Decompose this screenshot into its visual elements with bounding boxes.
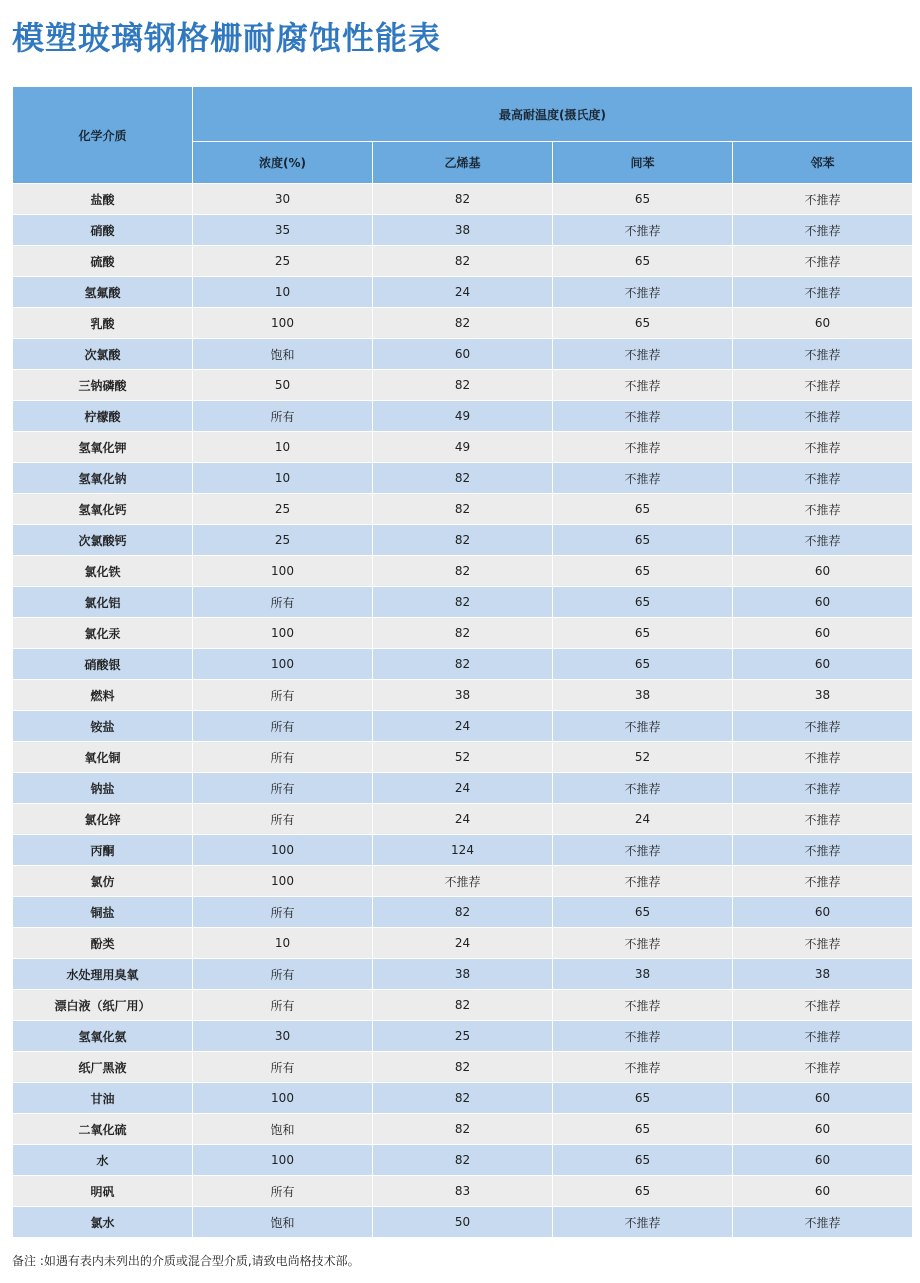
cell-isophthalic: 38 [553,680,733,711]
table-row [13,463,913,494]
cell-medium: 水处理用臭氧 [13,959,193,990]
table-row [13,277,913,308]
cell-orthophthalic: 不推荐 [733,773,913,804]
cell-medium: 乳酸 [13,308,193,339]
cell-medium: 钠盐 [13,773,193,804]
table-row [13,1176,913,1207]
cell-vinyl: 82 [373,246,553,277]
cell-medium: 氢氧化钾 [13,432,193,463]
table-row [13,866,913,897]
table-row [13,401,913,432]
cell-medium: 氯化锌 [13,804,193,835]
header-concentration: 浓度(%) [193,142,373,184]
cell-medium: 硝酸银 [13,649,193,680]
cell-isophthalic: 不推荐 [553,1052,733,1083]
cell-orthophthalic: 不推荐 [733,1021,913,1052]
cell-orthophthalic: 不推荐 [733,835,913,866]
cell-orthophthalic: 不推荐 [733,339,913,370]
cell-medium: 漂白液（纸厂用） [13,990,193,1021]
table-row [13,897,913,928]
cell-orthophthalic: 不推荐 [733,1052,913,1083]
cell-concentration: 所有 [193,711,373,742]
page-title: 模塑玻璃钢格栅耐腐蚀性能表 [12,19,442,57]
cell-orthophthalic: 不推荐 [733,215,913,246]
footnote: 备注 :如遇有表内未列出的介质或混合型介质,请致电尚格技术部。 [12,1254,360,1268]
table-row [13,773,913,804]
cell-isophthalic: 65 [553,308,733,339]
cell-isophthalic: 不推荐 [553,928,733,959]
cell-concentration: 所有 [193,587,373,618]
cell-concentration: 100 [193,1083,373,1114]
cell-vinyl: 124 [373,835,553,866]
cell-vinyl: 82 [373,525,553,556]
cell-isophthalic: 38 [553,959,733,990]
cell-concentration: 所有 [193,742,373,773]
cell-isophthalic: 不推荐 [553,1207,733,1238]
cell-isophthalic: 65 [553,525,733,556]
cell-medium: 氯仿 [13,866,193,897]
cell-vinyl: 38 [373,959,553,990]
cell-orthophthalic: 60 [733,1083,913,1114]
table-row [13,618,913,649]
cell-concentration: 25 [193,246,373,277]
cell-orthophthalic: 不推荐 [733,866,913,897]
table-row [13,246,913,277]
header-vinyl: 乙烯基 [373,142,553,184]
cell-vinyl: 24 [373,928,553,959]
cell-medium: 氢氧化氨 [13,1021,193,1052]
cell-isophthalic: 65 [553,556,733,587]
table-row [13,649,913,680]
table-row [13,494,913,525]
cell-isophthalic: 24 [553,804,733,835]
cell-isophthalic: 不推荐 [553,339,733,370]
table-row [13,1145,913,1176]
cell-vinyl: 82 [373,990,553,1021]
cell-vinyl: 52 [373,742,553,773]
cell-concentration: 25 [193,494,373,525]
cell-orthophthalic: 60 [733,649,913,680]
cell-vinyl: 60 [373,339,553,370]
table-row [13,308,913,339]
cell-isophthalic: 不推荐 [553,711,733,742]
cell-isophthalic: 65 [553,184,733,215]
cell-concentration: 所有 [193,959,373,990]
cell-concentration: 100 [193,556,373,587]
cell-vinyl: 82 [373,1114,553,1145]
cell-concentration: 30 [193,1021,373,1052]
cell-vinyl: 24 [373,277,553,308]
cell-medium: 氯化铝 [13,587,193,618]
cell-vinyl: 38 [373,215,553,246]
cell-medium: 柠檬酸 [13,401,193,432]
table-row [13,680,913,711]
cell-concentration: 100 [193,649,373,680]
cell-concentration: 100 [193,308,373,339]
header-isophthalic: 间苯 [553,142,733,184]
table-row [13,556,913,587]
cell-medium: 硝酸 [13,215,193,246]
cell-isophthalic: 65 [553,649,733,680]
header-orthophthalic: 邻苯 [733,142,913,184]
cell-orthophthalic: 不推荐 [733,277,913,308]
cell-vinyl: 82 [373,1145,553,1176]
cell-orthophthalic: 不推荐 [733,246,913,277]
cell-medium: 纸厂黑液 [13,1052,193,1083]
cell-vinyl: 49 [373,401,553,432]
cell-vinyl: 83 [373,1176,553,1207]
table-row [13,525,913,556]
table-row [13,184,913,215]
cell-isophthalic: 52 [553,742,733,773]
cell-orthophthalic: 不推荐 [733,1207,913,1238]
cell-isophthalic: 不推荐 [553,277,733,308]
cell-vinyl: 82 [373,897,553,928]
cell-vinyl: 82 [373,463,553,494]
cell-vinyl: 82 [373,618,553,649]
cell-isophthalic: 不推荐 [553,463,733,494]
cell-orthophthalic: 不推荐 [733,463,913,494]
cell-concentration: 所有 [193,1176,373,1207]
cell-concentration: 10 [193,277,373,308]
cell-medium: 氯化汞 [13,618,193,649]
cell-orthophthalic: 60 [733,1176,913,1207]
cell-isophthalic: 65 [553,1083,733,1114]
cell-isophthalic: 65 [553,587,733,618]
cell-medium: 氯化铁 [13,556,193,587]
cell-orthophthalic: 不推荐 [733,711,913,742]
cell-vinyl: 50 [373,1207,553,1238]
cell-isophthalic: 65 [553,1114,733,1145]
table-row [13,1052,913,1083]
cell-vinyl: 82 [373,370,553,401]
table-row [13,835,913,866]
cell-medium: 硫酸 [13,246,193,277]
table-row [13,432,913,463]
cell-concentration: 10 [193,432,373,463]
cell-isophthalic: 不推荐 [553,1021,733,1052]
table-row [13,370,913,401]
cell-isophthalic: 不推荐 [553,215,733,246]
cell-orthophthalic: 60 [733,308,913,339]
table-body [13,184,913,1238]
cell-orthophthalic: 60 [733,556,913,587]
cell-isophthalic: 65 [553,897,733,928]
cell-medium: 氢氧化钙 [13,494,193,525]
cell-concentration: 100 [193,835,373,866]
cell-isophthalic: 不推荐 [553,370,733,401]
cell-orthophthalic: 60 [733,897,913,928]
cell-medium: 氧化铜 [13,742,193,773]
cell-orthophthalic: 60 [733,587,913,618]
cell-vinyl: 24 [373,711,553,742]
cell-isophthalic: 不推荐 [553,401,733,432]
cell-medium: 次氯酸钙 [13,525,193,556]
table-row [13,990,913,1021]
table-row [13,1083,913,1114]
cell-isophthalic: 65 [553,1176,733,1207]
cell-orthophthalic: 60 [733,1145,913,1176]
cell-orthophthalic: 不推荐 [733,525,913,556]
cell-isophthalic: 不推荐 [553,773,733,804]
cell-vinyl: 24 [373,773,553,804]
cell-medium: 燃料 [13,680,193,711]
cell-orthophthalic: 不推荐 [733,990,913,1021]
cell-orthophthalic: 不推荐 [733,401,913,432]
cell-orthophthalic: 不推荐 [733,804,913,835]
cell-concentration: 所有 [193,1052,373,1083]
cell-concentration: 所有 [193,804,373,835]
cell-concentration: 所有 [193,680,373,711]
cell-isophthalic: 65 [553,618,733,649]
table-row [13,742,913,773]
header-max-temp: 最高耐温度(摄氏度) [193,87,913,142]
cell-concentration: 所有 [193,990,373,1021]
table-row [13,1114,913,1145]
table-row [13,804,913,835]
table-row [13,339,913,370]
cell-orthophthalic: 60 [733,618,913,649]
cell-medium: 次氯酸 [13,339,193,370]
cell-orthophthalic: 60 [733,1114,913,1145]
cell-isophthalic: 不推荐 [553,866,733,897]
cell-medium: 氯水 [13,1207,193,1238]
cell-orthophthalic: 不推荐 [733,184,913,215]
cell-concentration: 饱和 [193,1114,373,1145]
cell-vinyl: 82 [373,184,553,215]
cell-isophthalic: 65 [553,1145,733,1176]
header-medium: 化学介质 [13,87,193,184]
corrosion-resistance-table [12,86,913,1238]
cell-vinyl: 24 [373,804,553,835]
cell-orthophthalic: 不推荐 [733,742,913,773]
cell-medium: 氢氧化钠 [13,463,193,494]
cell-vinyl: 82 [373,649,553,680]
cell-medium: 二氧化硫 [13,1114,193,1145]
cell-concentration: 50 [193,370,373,401]
cell-isophthalic: 不推荐 [553,835,733,866]
cell-isophthalic: 不推荐 [553,432,733,463]
cell-isophthalic: 65 [553,246,733,277]
cell-vinyl: 82 [373,587,553,618]
cell-concentration: 所有 [193,773,373,804]
table-row [13,928,913,959]
cell-concentration: 10 [193,463,373,494]
cell-medium: 明矾 [13,1176,193,1207]
table-row [13,215,913,246]
cell-concentration: 100 [193,1145,373,1176]
cell-orthophthalic: 不推荐 [733,432,913,463]
table-header [13,87,913,184]
cell-medium: 铜盐 [13,897,193,928]
cell-vinyl: 82 [373,556,553,587]
cell-concentration: 100 [193,618,373,649]
table-row [13,711,913,742]
cell-vinyl: 82 [373,1052,553,1083]
cell-vinyl: 82 [373,308,553,339]
cell-vinyl: 不推荐 [373,866,553,897]
cell-orthophthalic: 38 [733,680,913,711]
cell-medium: 氢氟酸 [13,277,193,308]
cell-concentration: 所有 [193,401,373,432]
cell-medium: 三钠磷酸 [13,370,193,401]
cell-concentration: 30 [193,184,373,215]
cell-orthophthalic: 38 [733,959,913,990]
cell-vinyl: 82 [373,494,553,525]
cell-medium: 盐酸 [13,184,193,215]
cell-vinyl: 49 [373,432,553,463]
table-row [13,587,913,618]
cell-medium: 甘油 [13,1083,193,1114]
cell-isophthalic: 65 [553,494,733,525]
cell-concentration: 饱和 [193,1207,373,1238]
cell-orthophthalic: 不推荐 [733,928,913,959]
table-row [13,1021,913,1052]
cell-vinyl: 38 [373,680,553,711]
cell-vinyl: 82 [373,1083,553,1114]
cell-concentration: 25 [193,525,373,556]
cell-orthophthalic: 不推荐 [733,494,913,525]
cell-vinyl: 25 [373,1021,553,1052]
cell-medium: 水 [13,1145,193,1176]
cell-concentration: 饱和 [193,339,373,370]
cell-concentration: 35 [193,215,373,246]
cell-medium: 丙酮 [13,835,193,866]
table-row [13,959,913,990]
table-row [13,1207,913,1238]
cell-concentration: 100 [193,866,373,897]
cell-orthophthalic: 不推荐 [733,370,913,401]
cell-medium: 铵盐 [13,711,193,742]
cell-concentration: 10 [193,928,373,959]
cell-concentration: 所有 [193,897,373,928]
cell-isophthalic: 不推荐 [553,990,733,1021]
cell-medium: 酚类 [13,928,193,959]
